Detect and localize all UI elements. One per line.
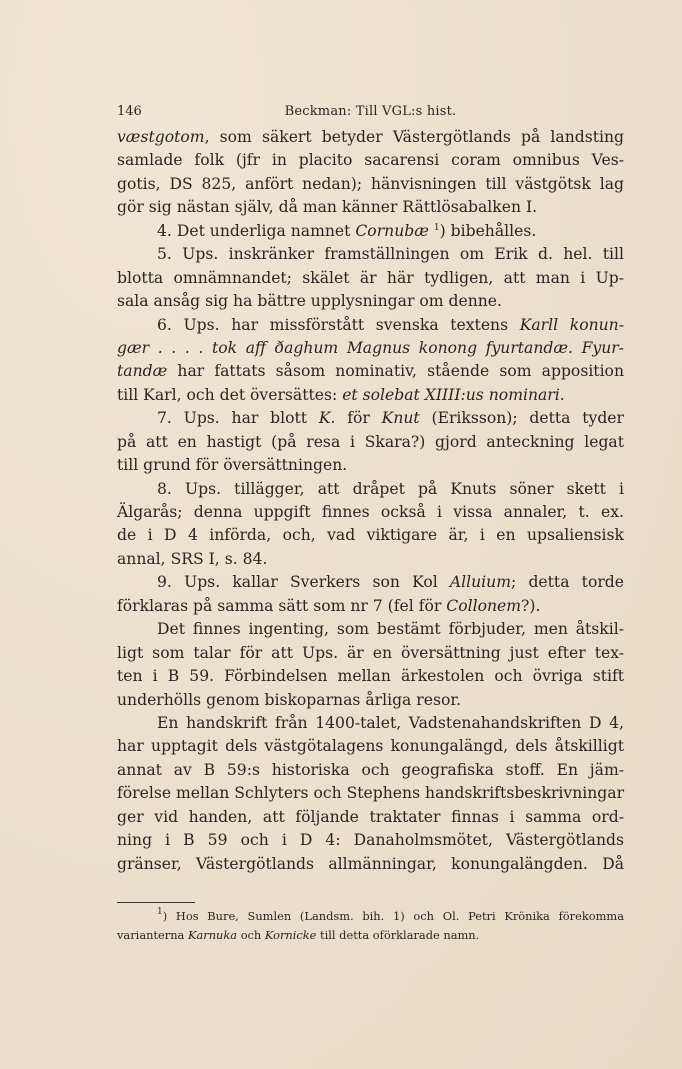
body-line — [117, 196, 624, 219]
text-run: En handskrift från 1400-talet, Vadstenahandskriften D 4, — [157, 713, 624, 732]
text-run: till grund för översättningen. — [117, 456, 348, 475]
body-line — [117, 829, 624, 852]
text-run: ten i B 59. Förbindelsen mellan ärkestolen och övriga stift — [117, 667, 624, 686]
footnote-rule — [117, 902, 195, 903]
running-title: Beckman: Till VGL:s hist. — [284, 104, 457, 119]
text-run: ) bibehålles. — [439, 221, 537, 240]
text-run: ; detta torde — [511, 573, 624, 592]
body-line — [117, 665, 624, 688]
text-run: 8. Ups. tillägger, att dråpet på Knuts söner skett i — [157, 479, 624, 498]
text-run: och — [237, 928, 265, 942]
text-run: de i D 4 införda, och, vad viktigare är, i en upsaliensisk — [117, 526, 624, 545]
text-run: gränser, Västergötlands allmänningar, konungalängden. Då — [117, 854, 624, 873]
text-run: till detta oförklarade namn. — [316, 928, 480, 942]
text-run: för — [335, 409, 382, 428]
italic-text: Collonem — [446, 596, 522, 615]
body-line — [117, 431, 624, 454]
text-run: annal, SRS I, s. 84. — [117, 549, 268, 568]
text-run: annat av B 59:s historiska och geografiska stoff. En jäm- — [117, 760, 624, 779]
italic-text: Knut — [381, 409, 420, 428]
text-run: underhölls genom biskoparnas årliga resor. — [117, 690, 462, 709]
body-line — [117, 618, 624, 641]
text-run: gotis, DS 825, anfört nedan); hänvisningen till västgötsk lag — [117, 174, 624, 193]
body-line — [117, 454, 624, 477]
body-line — [117, 501, 624, 524]
footnote-line — [117, 907, 624, 926]
body-line — [117, 149, 624, 172]
text-run: blotta omnämnandet; skälet är här tydligen, att man i Up- — [117, 268, 624, 287]
text-run: 6. Ups. har missförstått svenska textens — [157, 315, 520, 334]
text-run: Det finnes ingenting, som bestämt förbjuder, men åtskil- — [157, 620, 624, 639]
text-run: , som säkert betyder Västergötlands på landsting — [204, 128, 624, 146]
body-line — [117, 407, 624, 430]
body-line — [117, 571, 624, 594]
page-number: 146 — [117, 104, 142, 119]
body-line — [117, 853, 624, 876]
italic-text: et solebat XIIII:us nominari. — [342, 385, 565, 404]
text-run: till Karl, och det översättes: — [117, 385, 343, 404]
body-line — [117, 595, 624, 618]
body-line — [117, 173, 624, 196]
body-line — [117, 314, 624, 337]
body-text — [117, 126, 624, 876]
text-run: 4. Det underliga namnet — [157, 221, 356, 240]
body-line — [117, 126, 624, 149]
text-run: förklaras på samma sätt som nr 7 (fel för — [117, 596, 447, 615]
book-page — [117, 100, 624, 876]
body-line — [117, 689, 624, 712]
text-run: förelse mellan Schlyters och Stephens handskriftsbeskrivningar — [117, 784, 625, 803]
body-line — [117, 806, 624, 829]
italic-text: Karnuka — [187, 928, 238, 942]
text-run: ligt som talar för att Ups. är en översättning just efter tex- — [117, 643, 624, 662]
text-run: har upptagit dels västgötalagens konungalängd, dels åtskilligt — [117, 737, 624, 756]
body-line — [117, 782, 624, 805]
italic-text: Kornicke — [264, 928, 317, 942]
text-run: ning i B 59 och i D 4: Danaholmsmötet, Västergötlands — [117, 831, 624, 850]
body-line — [117, 548, 624, 571]
body-line — [117, 759, 624, 782]
text-run: varianterna — [117, 928, 188, 942]
body-line — [117, 337, 624, 360]
italic-text: Alluium — [449, 573, 512, 592]
body-line — [117, 735, 624, 758]
text-run: 7. Ups. har blott — [157, 409, 319, 428]
text-run: Älgarås; denna uppgift finnes också i vissa annaler, t. ex. — [117, 503, 624, 521]
footnotes — [117, 907, 624, 945]
text-run: (Eriksson); detta tyder — [419, 409, 624, 428]
italic-text: gær . . . . tok aff ðaghum Magnus konong fyurtandæ. Fyur- — [117, 338, 624, 357]
text-run: ?). — [521, 596, 541, 615]
running-head — [117, 100, 624, 124]
italic-text: Cornubæ — [355, 221, 429, 240]
italic-text: K. — [318, 409, 336, 428]
body-line — [117, 290, 624, 313]
italic-text: tandæ — [117, 362, 168, 381]
footnote-marker: 1 — [433, 222, 440, 233]
body-line — [117, 384, 624, 407]
body-line — [117, 712, 624, 735]
body-line — [117, 524, 624, 547]
text-run: samlade folk (jfr in placito sacarensi coram omnibus Ves- — [117, 151, 624, 170]
body-line — [117, 267, 624, 290]
text-run: ger vid handen, att följande traktater finnas i samma ord- — [117, 807, 624, 826]
body-line — [117, 243, 624, 266]
text-run: gör sig nästan själv, då man känner Rättlösabalken I. — [117, 198, 538, 217]
footnote-marker: 1 — [157, 907, 163, 917]
body-line — [117, 642, 624, 665]
text-run: 9. Ups. kallar Sverkers son Kol — [157, 573, 450, 592]
body-line — [117, 478, 624, 501]
text-run: ) Hos Bure, Sumlen (Landsm. bih. 1) och Ol. Petri Krönika förekomma — [162, 909, 624, 923]
italic-text: Karll konun- — [519, 315, 624, 334]
text-run: 5. Ups. inskränker framställningen om Erik d. hel. till — [157, 245, 624, 264]
text-run: sala ansåg sig ha bättre upplysningar om denne. — [117, 292, 502, 311]
body-line — [117, 360, 624, 383]
footnote-line — [117, 926, 624, 945]
text-run: på att en hastigt (på resa i Skara?) gjord anteckning legat — [117, 432, 624, 451]
text-run: har fattats såsom nominativ, stående som apposition — [167, 362, 624, 381]
italic-text: væstgotom — [117, 128, 205, 146]
body-line — [117, 220, 624, 243]
